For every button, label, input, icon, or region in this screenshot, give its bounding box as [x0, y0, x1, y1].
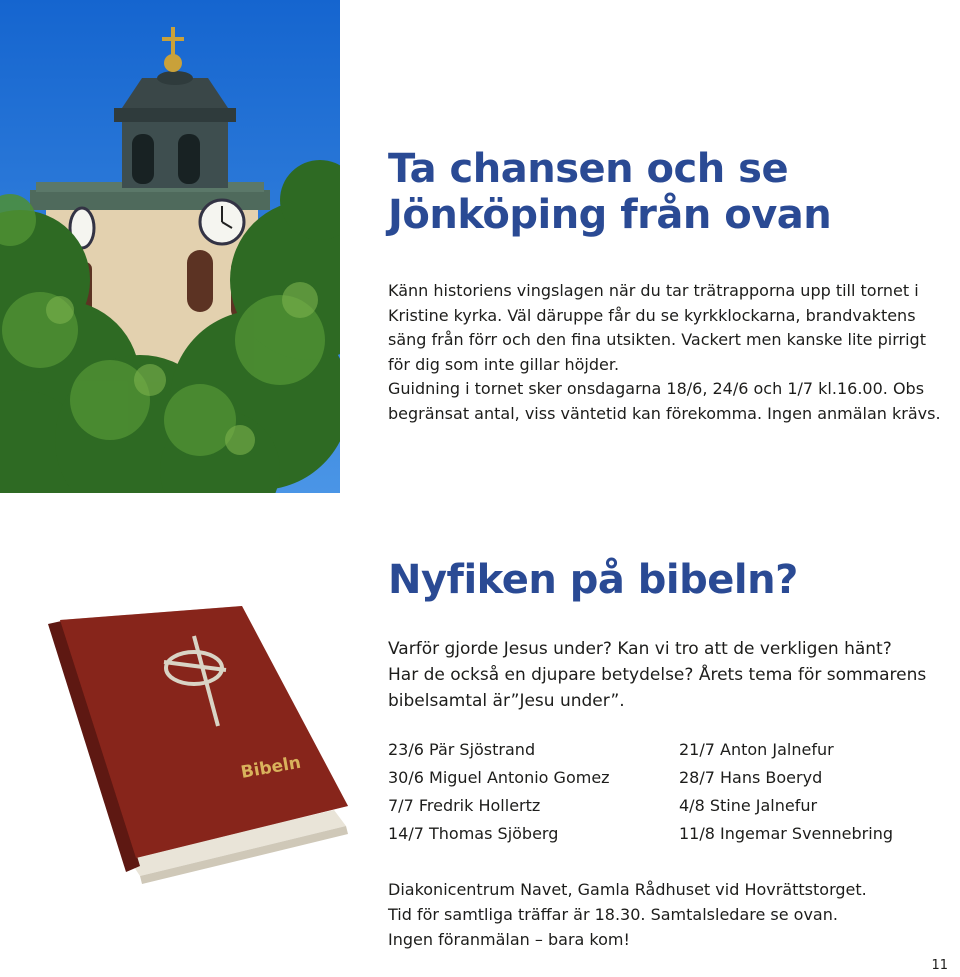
bible-intro-line: Har de också en djupare betydelse? Årets tema för sommarens	[388, 665, 927, 685]
schedule-column-right	[679, 736, 960, 848]
tower-tour-heading-line1: Ta chansen och se	[388, 146, 789, 192]
tower-tour-paragraph: Känn historiens vingslagen när du tar trätrapporna upp till tornet i Kristine kyrka. Väl däruppe får du se kyrkklockarna, brandvaktens säng från förr och den fina utsikten. Vackert men kanske lite pirrigt för dig som inte gillar höjder.	[388, 281, 926, 374]
schedule-item: 14/7 Thomas Sjöberg	[388, 824, 559, 843]
tower-tour-schedule-paragraph: Guidning i tornet sker onsdagarna 18/6, 24/6 och 1/7 kl.16.00. Obs begränsat antal, viss väntetid kan förekomma. Ingen anmälan krävs.	[388, 379, 941, 423]
bible-book-illustration	[36, 596, 356, 886]
schedule-column-left	[388, 736, 678, 848]
bible-heading: Nyfiken på bibeln?	[388, 557, 798, 603]
schedule-item: 30/6 Miguel Antonio Gomez	[388, 768, 610, 787]
tower-tour-heading	[388, 146, 948, 238]
schedule-item: 23/6 Pär Sjöstrand	[388, 740, 536, 759]
schedule-item: 4/8 Stine Jalnefur	[679, 796, 818, 815]
bible-meeting-info	[388, 877, 948, 952]
schedule-item: 7/7 Fredrik Hollertz	[388, 796, 541, 815]
page-number: 11	[931, 958, 948, 973]
bible-intro-text	[388, 636, 948, 714]
schedule-item: 11/8 Ingemar Svennebring	[679, 824, 893, 843]
bible-cover-title: Bibeln	[239, 752, 303, 783]
tower-tour-heading-line2: Jönköping från ovan	[388, 192, 832, 238]
info-line: Ingen föranmälan – bara kom!	[388, 930, 630, 949]
bible-book-photo	[36, 596, 356, 886]
info-line: Tid för samtliga träffar är 18.30. Samtalsledare se ovan.	[388, 905, 838, 924]
schedule-item: 28/7 Hans Boeryd	[679, 768, 823, 787]
schedule-item: 21/7 Anton Jalnefur	[679, 740, 834, 759]
info-line: Diakonicentrum Navet, Gamla Rådhuset vid Hovrättstorget.	[388, 880, 867, 899]
church-tower-illustration	[0, 0, 340, 493]
bible-intro-line: bibelsamtal är”Jesu under”.	[388, 691, 625, 711]
church-tower-photo	[0, 0, 340, 493]
tower-tour-text	[388, 279, 948, 426]
bible-intro-line: Varför gjorde Jesus under? Kan vi tro att de verkligen hänt?	[388, 639, 892, 659]
